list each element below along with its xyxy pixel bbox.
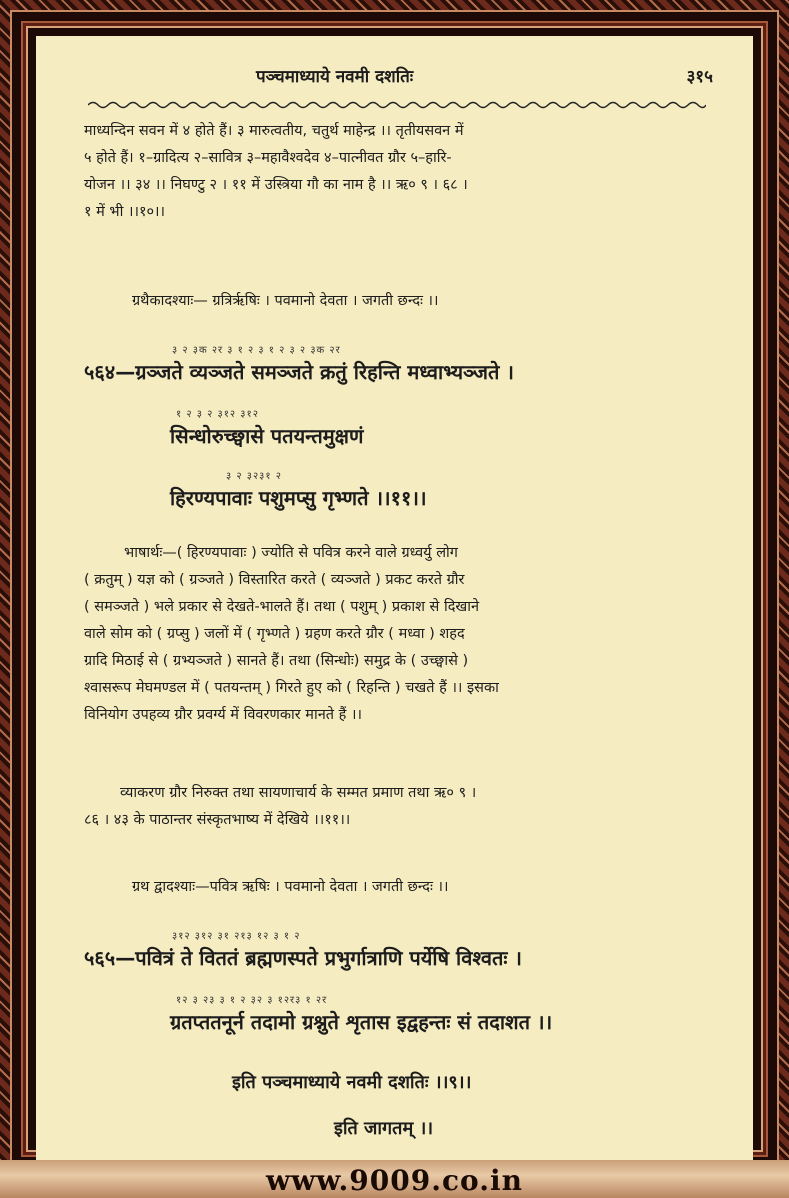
text-line: ग्रादि मिठाई से ( ग्रभ्यञ्जते ) सानते हैं। तथा (सिन्धोः) समुद्र के ( उच्छ्वासे ) — [84, 653, 469, 669]
text-line: वाले सोम को ( ग्रप्सु ) जलों में ( गृभ्णते ) ग्रहण करते ग्रौर ( मध्वा ) शहद — [84, 626, 465, 642]
verse-11-meta: ग्रथैकादश्याः— ग्रत्रिर्ऋषिः । पवमानो देवता । जगती छन्दः ।। — [132, 293, 439, 309]
mantra-line: ५६४—ग्रञ्जते व्यञ्जते समञ्जते क्रतुं रिहन्ति मध्वाभ्यञ्जते । — [84, 360, 514, 384]
reference-line: ८६ । ४३ के पाठान्तर संस्कृतभाष्य में देखिये ।।११।। — [84, 812, 351, 828]
text-line: ( क्रतुम् ) यज्ञ को ( ग्रञ्जते ) विस्तारित करते ( व्यञ्जते ) प्रकट करते ग्रौर — [84, 572, 465, 588]
header-divider — [88, 100, 706, 110]
page-header — [36, 64, 753, 88]
book-page — [36, 36, 753, 1160]
text-line: ( समञ्जते ) भले प्रकार से देखते-भालते हैं। तथा ( पशुम् ) प्रकाश से दिखाने — [84, 599, 480, 615]
mantra-line: ग्रतप्ततनूर्न तदामो ग्रश्नुते शृतास इद्वहन्तः सं तदाशत ।। — [170, 1010, 553, 1034]
text-line: श्वासरूप मेघमण्डल में ( पतयन्तम् ) गिरते हुए को ( रिहन्ति ) चखते हैं ।। इसका — [84, 680, 499, 696]
intro-paragraph — [84, 118, 710, 226]
watermark-url: www.9009.co.in — [266, 1164, 523, 1197]
mantra-line: हिरण्यपावाः पशुमप्सु गृभ्णते ।।११।। — [170, 486, 427, 510]
text-line: विनियोग उपहव्य ग्रौर प्रवर्ग्य में विवरणकार मानते हैं ।। — [84, 707, 362, 723]
page-title: पञ्चमाध्याये नवमी दशतिः — [256, 67, 414, 87]
verse-12-meta: ग्रथ द्वादश्याः—पवित्र ऋषिः । पवमानो देवता । जगती छन्दः ।। — [132, 879, 449, 895]
chapter-closing: इति पञ्चमाध्याये नवमी दशतिः ।।९।। — [232, 1072, 472, 1093]
text-line: योजन ।। ३४ ।। निघण्टु २ । ११ में उस्त्रिया गौ का नाम है ।। ऋ० ९ । ६८ । — [84, 177, 468, 193]
bhashartha-paragraph — [84, 540, 710, 729]
text-line: १ में भी ।।१०।। — [84, 204, 166, 220]
text-line: माध्यन्दिन सवन में ४ होते हैं। ३ मारुत्वतीय, चतुर्थ माहेन्द्र ।। तृतीयसवन में — [84, 123, 464, 139]
text-line: ५ होते हैं। १–ग्रादित्य २–सावित्र ३–महावैश्वदेव ४–पात्नीवत ग्रौर ५–हारि- — [84, 150, 452, 166]
section-closing: इति जागतम् ।। — [334, 1118, 434, 1139]
mantra-line: ५६५—पवित्रं ते विततं ब्रह्मणस्पते प्रभुर्गात्राणि पर्येषि विश्वतः । — [84, 946, 522, 970]
reference-line: व्याकरण ग्रौर निरुक्त तथा सायणाचार्य के सम्मत प्रमाण तथा ऋ० ९ । — [120, 785, 477, 801]
page-number: ३१५ — [686, 67, 713, 87]
svara-marks: १ २ ३ २ ३१२ ३१२ — [176, 409, 259, 420]
mantra-line: सिन्धोरुच्छ्वासे पतयन्तमुक्षणं — [170, 424, 364, 448]
svara-marks: ३ २ ३२३१ २ — [226, 471, 282, 482]
svara-marks: १२ ३ २३ ३ १ २ ३२ ३ १२र३ १ २र — [176, 995, 328, 1006]
svara-marks: ३ २ ३क २र ३ १ २ ३ १ २ ३ २ ३क २र — [172, 345, 341, 356]
text-line: भाषार्थः—( हिरण्यपावाः ) ज्योति से पवित्र करने वाले ग्रध्वर्यु लोग — [124, 545, 458, 561]
svara-marks: ३१२ ३१२ ३१ २१३ १२ ३ १ २ — [172, 931, 301, 942]
